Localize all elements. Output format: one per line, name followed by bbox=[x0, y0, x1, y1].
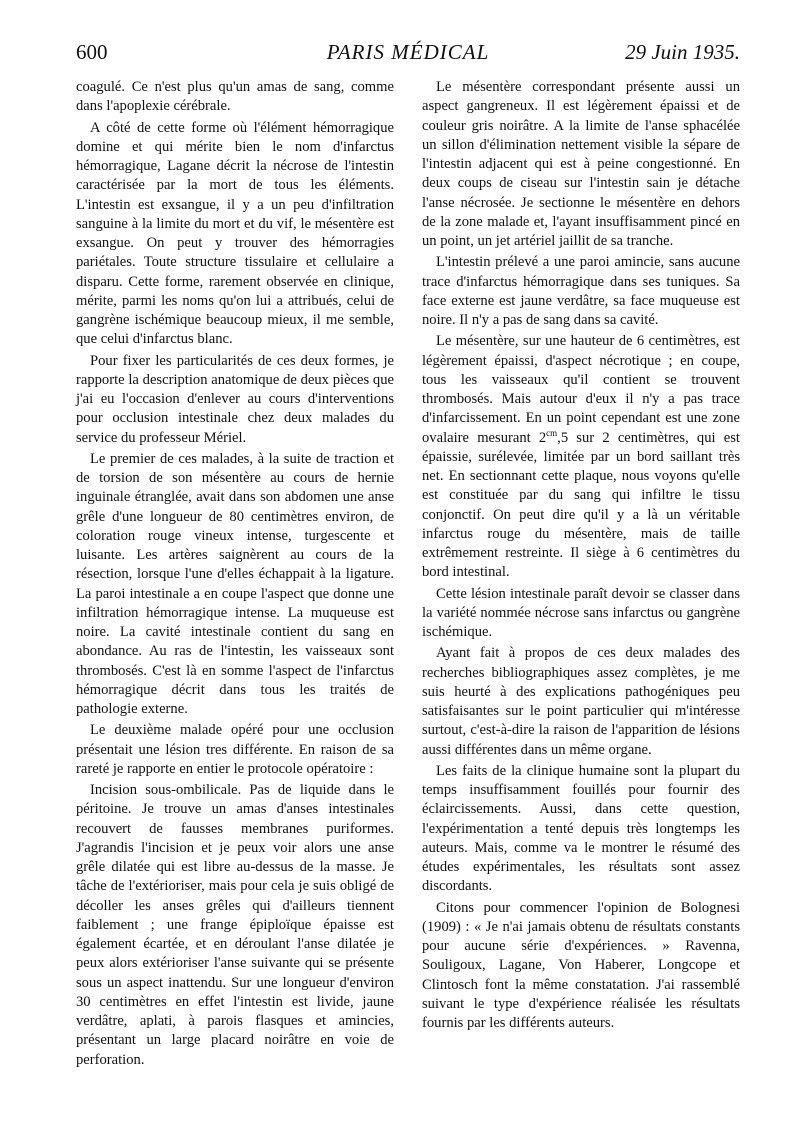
paragraph: A côté de cette forme où l'élément hémorragique domine et qui mérite bien le nom d'infarctus hémorragique, Lagane décrit la nécrose de l'intestin caractérisée par la mort de tous les éléments. L'intestin est exsangue, il y a un peu d'infiltration sanguine à la limite du mort et du vif, le mésentère est exsangue. On peut y trouver des hémorragies pariétales. Toute structure tissulaire et cellulaire a disparu. Cette forme, rarement observée en clinique, mérite, parmi les noms qu'on lui a attribués, celui de gangrène ischémique beaucoup mieux, il me semble, que celui d'infarctus blanc. bbox=[76, 119, 394, 348]
paragraph: Ayant fait à propos de ces deux malades des recherches bibliographiques assez complètes, je me suis heurté à des explications pathogéniques peu satisfaisantes sur le point particulier qui m'intéresse surtout, c'est-à-dire la raison de l'apparition de lésions aussi différentes dans un même organe. bbox=[422, 645, 740, 758]
paragraph-text: ,5 sur 2 centimètres, qui est épaissie, surélevée, limitée par un bord saillant très net. En sectionnant cette plaque, nous voyons qu'elle est constituée par du sang qui infiltre le tissu conjonctif. On peut dire qu'il y a là un véritable infarctus rouge du mésentère, mais de taille extrêmement restreinte. Il siège à 6 centimètres du bord intestinal. bbox=[422, 429, 740, 581]
paragraph: Cette lésion intestinale paraît devoir se classer dans la variété nommée nécrose sans infarctus ou gangrène ischémique. bbox=[422, 585, 740, 640]
paragraph: Le deuxième malade opéré pour une occlusion présentait une lésion tres différente. En raison de sa rareté je rapporte en entier le protocole opératoire : bbox=[76, 722, 394, 777]
paragraph: Citons pour commencer l'opinion de Bolognesi (1909) : « Je n'ai jamais obtenu de résultats constants pour aucune série d'expériences. » Ravenna, Souligoux, Lagane, Von Haberer, Longcope et Clintosch font la même constatation. J'ai rassemblé suivant le type d'expérience réalisée les résultats fournis par les différents auteurs. bbox=[422, 899, 740, 1031]
journal-title: PARIS MÉDICAL bbox=[326, 40, 490, 64]
superscript-unit: cm bbox=[546, 427, 558, 438]
paragraph: coagulé. Ce n'est plus qu'un amas de sang, comme dans l'apoplexie cérébrale. bbox=[76, 79, 394, 115]
paragraph: Le premier de ces malades, à la suite de traction et de torsion de son mésentère au cours de hernie inguinale étranglée, avait dans son abdomen une anse grêle d'une longueur de 80 centimètres environ, de coloration rouge vineux intense, turgescente et luisante. Les artères saignèrent au cours de la résection, lorsque l'une d'elles échappait à la ligature. La paroi intestinale a en coupe l'aspect que donne une infiltration hémorragique intense. La muqueuse est noire. La cavité intestinale contient du sang en abondance. Au ras de l'intestin, les vaisseaux sont thrombosés. C'est là en somme l'aspect de l'infarctus hémorragique décrit dans tous les traités de pathologie externe. bbox=[76, 450, 394, 717]
paragraph: Les faits de la clinique humaine sont la plupart du temps insuffisamment fouillés pour fournir des éclaircissements. Aussi, dans cette question, l'expérimentation a tenté depuis très longtemps les auteurs. Mais, comme va le montrer le résumé des études expérimentales, les résultats sont assez discordants. bbox=[422, 762, 740, 895]
paragraph bbox=[422, 332, 740, 582]
right-column bbox=[422, 78, 740, 1033]
page-header bbox=[76, 40, 740, 70]
paragraph: Incision sous-ombilicale. Pas de liquide dans le péritoine. Je trouve un amas d'anses intestinales recouvert de fausses membranes puriformes. J'agrandis l'incision et je peux voir alors une anse grêle dilatée qui est libre au-dessus de la masse. Je tâche de l'extérioriser, mais pour cela je suis obligé de décoller les anses grêles qui d'ailleurs tiennent faiblement ; une frange épiploïque épaisse est également écartée, et en déroulant l'anse dilatée je peux alors extérioriser l'anse suivante qui se présente sous un aspect inattendu. Sur une longueur d'environ 30 centimètres en effet l'intestin est livide, jaune verdâtre, aplati, à parois flasques et amincies, présentant un large placard noirâtre en voie de perforation. bbox=[76, 782, 394, 1068]
left-column bbox=[76, 78, 394, 1070]
paragraph: Le mésentère correspondant présente aussi un aspect gangreneux. Il est légèrement épaissi et de couleur gris noirâtre. A la limite de l'anse sphacélée un sillon d'élimination nettement visible la sépare de l'intestin adjacent qui est à peine congestionné. En deux coups de ciseau sur l'intestin sain je détache l'anse nécrosée. Je sectionne le mésentère en dehors de la zone malade et, l'ayant insuffisamment pincé en un point, un jet artériel jaillit de sa tranche. bbox=[422, 79, 740, 249]
paragraph-text: Le mésentère, sur une hauteur de 6 centimètres, est légèrement épaissi, d'aspect nécrotique ; en coupe, tous les vaisseaux qu'il contient se trouvent thrombosés. Mais autour d'eux il n'y a pas trace d'infarcissement. En un point cependant est une zone ovalaire mesurant 2 bbox=[422, 333, 740, 446]
paragraph: Pour fixer les particularités de ces deux formes, je rapporte la description anatomique de deux pièces que j'ai eu l'occasion d'enlever au cours d'interventions pour occlusion intestinale chez deux malades du service du professeur Mériel. bbox=[76, 352, 394, 446]
paragraph: L'intestin prélevé a une paroi amincie, sans aucune trace d'infarctus hémorragique dans ses tuniques. Sa face externe est jaune verdâtre, sa face muqueuse est noire. Il n'y a pas de sang dans sa cavité. bbox=[422, 254, 740, 328]
page-number: 600 bbox=[76, 40, 108, 64]
issue-date: 29 Juin 1935. bbox=[625, 40, 740, 64]
